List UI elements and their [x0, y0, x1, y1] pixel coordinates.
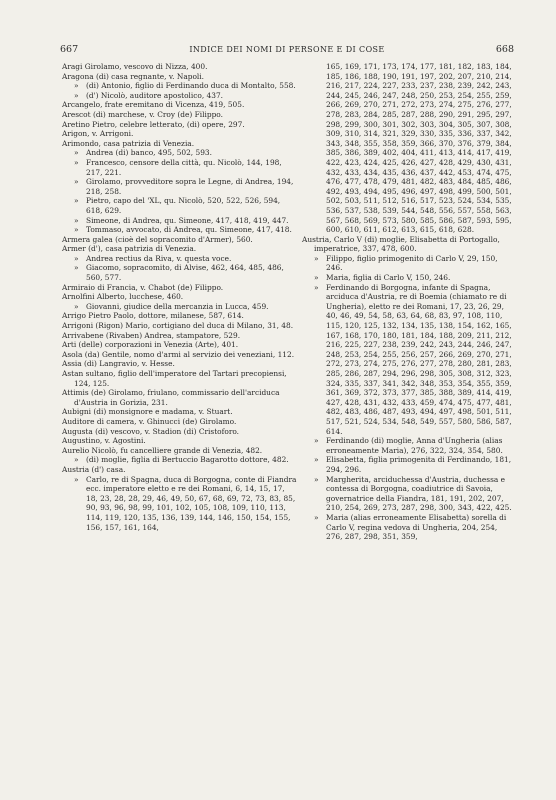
subentry-marker: »	[74, 196, 79, 206]
page-number-left: 667	[60, 43, 79, 55]
index-entry	[62, 72, 297, 82]
subentry-marker: »	[314, 455, 319, 465]
index-entry	[62, 446, 297, 456]
entry-text: (di) moglie, figlia di Bertuccio Bagarotto dottore, 482.	[86, 455, 289, 465]
subentry-marker: »	[74, 81, 79, 91]
entry-text: Aubigni (di) monsignore e madama, v. Stuart.	[62, 407, 233, 417]
index-entry	[62, 62, 297, 72]
entry-text: Elisabetta, figlia primogenita di Ferdinando, 181, 294, 296.	[326, 455, 512, 474]
running-header	[60, 42, 514, 56]
index-subentry	[302, 455, 516, 474]
entry-text: (d') Nicolò, auditore apostolico, 437.	[86, 90, 224, 100]
index-subentry	[62, 263, 297, 282]
subentry-marker: »	[314, 436, 319, 446]
index-entry	[62, 331, 297, 341]
entry-text: Ferdinando di Borgogna, infante di Spagna, arciduca d'Austria, re di Boemia (chiamato re di Ungheria), eletto re dei Romani, 17, 23, 26, 29, 40, 46, 49, 54, 58, 63, 64, 68, 83, 97, 108, 110, 115, 120, 125, 132, 134, 135, 138, 154, 162, 165, 167, 168, 170, 180, 181, 184, 188, 209, 211, 212, 216, 225, 227, 238, 239, 242, 243, 244, 246, 247, 248, 253, 254, 255, 256, 257, 266, 269, 270, 271, 272, 273, 274, 275, 276, 277, 278, 280, 281, 283, 285, 286, 287, 294, 296, 298, 305, 308, 312, 323, 324, 335, 337, 341, 342, 348, 353, 354, 355, 359, 361, 369, 372, 373, 377, 385, 388, 389, 414, 419, 427, 428, 431, 432, 433, 459, 474, 475, 477, 481, 482, 483, 486, 487, 493, 494, 497, 498, 501, 511, 517, 521, 524, 534, 548, 549, 557, 580, 586, 587, 614.	[326, 282, 512, 436]
index-entry	[62, 321, 297, 331]
entry-text: Andrea (di) banco, 495, 502, 593.	[86, 148, 212, 158]
subentry-marker: »	[74, 157, 79, 167]
entry-text: Arcangelo, frate eremitano di Vicenza, 419, 505.	[62, 100, 245, 110]
index-entry	[62, 110, 297, 120]
entry-text: Aragi Girolamo, vescovo di Nizza, 400.	[62, 62, 208, 71]
index-entry	[62, 139, 297, 149]
index-entry	[62, 283, 297, 293]
index-subentry	[62, 475, 297, 533]
index-entry	[302, 235, 516, 254]
subentry-marker: »	[74, 225, 79, 235]
index-entry	[62, 369, 297, 388]
entry-text: Andrea rectius da Riva, v. questa voce.	[86, 253, 232, 263]
subentry-marker: »	[314, 512, 319, 522]
entry-text: Girolamo, provveditore sopra le Legne, di Andrea, 194, 218, 258.	[86, 177, 294, 196]
page-number-right: 668	[495, 43, 514, 55]
subentry-marker: »	[314, 282, 319, 292]
entry-text: Armera galea (cioè del sopracomito d'Armer), 560.	[62, 234, 253, 244]
entry-text: Austria (d') casa.	[62, 464, 126, 474]
entry-text: Arescot (di) marchese, v. Croy (de) Filippo.	[62, 109, 223, 119]
index-subentry	[302, 513, 516, 542]
entry-text: Arrigo Pietro Paolo, dottore, milanese, 587, 614.	[62, 311, 244, 321]
entry-text: Ferdinando (di) moglie, Anna d'Ungheria (alias erroneamente Maria), 276, 322, 324, 354, 580.	[326, 436, 503, 455]
entry-text: Aretino Pietro, celebre letterato, (di) opere, 297.	[62, 119, 245, 129]
entry-text: Arti (delle) corporazioni in Venezia (Arte), 401.	[62, 340, 239, 350]
entry-text: Arnolfini Alberto, lucchese, 460.	[62, 292, 184, 302]
index-entry	[62, 120, 297, 130]
subentry-marker: »	[314, 474, 319, 484]
subentry-marker: »	[74, 455, 79, 465]
entry-text: Attimis (de) Girolamo, friulano, commissario dell'arciduca d'Austria in Gorizia, 231.	[62, 388, 280, 407]
index-subentry	[62, 158, 297, 177]
entry-text: Arimondo, casa patrizia di Venezia.	[62, 138, 195, 148]
index-entry	[62, 436, 297, 446]
subentry-marker: »	[74, 474, 79, 484]
index-entry	[62, 340, 297, 350]
entry-text: Maria, figlia di Carlo V, 150, 246.	[326, 273, 451, 283]
entry-text: Simeone, di Andrea, qu. Simeone, 417, 418, 419, 447.	[86, 215, 289, 225]
left-column	[62, 62, 297, 532]
running-title: INDICE DEI NOMI DI PERSONE E DI COSE	[189, 44, 385, 54]
entry-text: Augusta (di) vescovo, v. Stadion (di) Cristoforo.	[62, 426, 240, 436]
subentry-marker: »	[74, 90, 79, 100]
entry-text: Aragona (di) casa regnante, v. Napoli.	[62, 71, 205, 81]
subentry-marker: »	[74, 148, 79, 158]
index-entry	[62, 292, 297, 302]
index-entry	[62, 129, 297, 139]
subentry-marker: »	[74, 253, 79, 263]
entry-text: 165, 169, 171, 173, 174, 177, 181, 182, 183, 184, 185, 186, 188, 190, 191, 197, 202, 207, 210, 214, 216, 217, 224, 227, 233, 237, 238, 239, 242, 243, 244, 245, 246, 247, 248, 250, 253, 254, 255, 259, 266, 269, 270, 271, 272, 273, 274, 275, 276, 277, 278, 283, 284, 285, 287, 288, 290, 291, 295, 297, 298, 299, 300, 301, 302, 303, 304, 305, 307, 308, 309, 310, 314, 321, 329, 330, 335, 336, 337, 342, 343, 348, 355, 358, 359, 366, 370, 376, 379, 384, 385, 386, 389, 402, 404, 411, 413, 414, 417, 419, 422, 423, 424, 425, 426, 427, 428, 429, 430, 431, 432, 433, 434, 435, 436, 437, 442, 453, 474, 475, 476, 477, 478, 479, 481, 482, 483, 484, 485, 486, 492, 493, 494, 495, 496, 497, 498, 499, 500, 501, 502, 503, 511, 512, 516, 517, 523, 524, 534, 535, 536, 537, 538, 539, 544, 548, 556, 557, 558, 563, 567, 568, 569, 573, 580, 585, 586, 587, 593, 595, 600, 610, 611, 612, 613, 615, 618, 628.	[326, 62, 512, 235]
index-subentry	[62, 216, 297, 226]
entry-text: Arigon, v. Arrigoni.	[62, 129, 134, 139]
index-entry	[62, 311, 297, 321]
index-entry	[62, 100, 297, 110]
entry-text: Austria, Carlo V (di) moglie, Elisabetta di Portogallo, imperatrice, 337, 478, 600.	[302, 234, 500, 254]
entry-text: Asola (da) Gentile, nomo d'armi al servizio dei veneziani, 112.	[62, 349, 295, 359]
entry-text: Arrivabene (Rivaben) Andrea, stampatore, 529.	[62, 330, 241, 340]
subentry-marker: »	[74, 177, 79, 187]
index-subentry	[302, 62, 516, 235]
subentry-marker: »	[74, 215, 79, 225]
index-entry	[62, 465, 297, 475]
index-subentry	[62, 225, 297, 235]
index-entry	[62, 350, 297, 360]
entry-text: Carlo, re di Spagna, duca di Borgogna, conte di Fiandra ecc. imperatore eletto e re dei Romani, 6, 14, 15, 17, 18, 23, 28, 28, 29, 46, 49, 50, 67, 68, 69, 72, 73, 83, 85, 90, 93, 96, 98, 99, 101, 102, 105, 108, 109, 110, 113, 114, 119, 120, 135, 136, 139, 144, 146, 150, 154, 155, 156, 157, 161, 164,	[86, 474, 297, 532]
index-subentry	[302, 254, 516, 273]
entry-text: Tommaso, avvocato, di Andrea, qu. Simeone, 417, 418.	[86, 225, 292, 235]
index-subentry	[62, 91, 297, 101]
entry-text: (di) Antonio, figlio di Ferdinando duca di Montalto, 558.	[86, 81, 296, 91]
entry-text: Filippo, figlio primogenito di Carlo V, 29, 150, 246.	[326, 253, 498, 273]
entry-text: Armiraio di Francia, v. Chabot (de) Filippo.	[62, 282, 224, 292]
entry-text: Arrigoni (Rigon) Mario, cortigiano del duca di Milano, 31, 48.	[62, 321, 294, 331]
entry-text: Pietro, capo del 'XL, qu. Nicolò, 520, 522, 526, 594, 618, 629.	[86, 196, 281, 215]
subentry-marker: »	[314, 253, 319, 263]
entry-text: Astan sultano, figlio dell'imperatore del Tartari precopiensi, 124, 125.	[62, 369, 287, 388]
entry-text: Margherita, arciduchessa d'Austria, duchessa e contessa di Borgogna, coadiutrice di Savoia, governatrice della Fiandra, 181, 191, 202, 207, 210, 254, 269, 273, 287, 298, 300, 343, 422, 425.	[326, 474, 512, 513]
index-subentry	[302, 273, 516, 283]
index-entry	[62, 388, 297, 407]
index-entry	[62, 427, 297, 437]
index-subentry	[302, 283, 516, 437]
entry-text: Maria (alias erroneamente Elisabetta) sorella di Carlo V, regina vedova di Ungheria, 204, 254, 276, 287, 298, 351, 359,	[326, 512, 507, 542]
index-subentry	[62, 196, 297, 215]
index-subentry	[302, 475, 516, 513]
entry-text: Armer (d'), casa patrizia di Venezia.	[62, 244, 197, 254]
entry-text: Aurelio Nicolò, fu cancelliere grande di Venezia, 482.	[62, 445, 263, 455]
index-subentry	[62, 455, 297, 465]
index-subentry	[62, 81, 297, 91]
entry-text: Francesco, censore della città, qu. Nicolò, 144, 198, 217, 221.	[86, 157, 282, 177]
subentry-marker: »	[74, 263, 79, 273]
index-subentry	[62, 177, 297, 196]
entry-text: Augustino, v. Agostini.	[62, 436, 146, 446]
index-entry	[62, 417, 297, 427]
right-column	[302, 62, 516, 542]
index-entry	[62, 359, 297, 369]
index-subentry	[62, 254, 297, 264]
index-entry	[62, 235, 297, 245]
index-entry	[62, 244, 297, 254]
entry-text: Assia (di) Langravio, v. Hesse.	[62, 359, 175, 369]
entry-text: Giacomo, sopracomito, di Alvise, 462, 464, 485, 486, 560, 577.	[86, 263, 284, 283]
index-subentry	[62, 148, 297, 158]
entry-text: Giovanni, giudice della mercanzia in Lucca, 459.	[86, 301, 269, 311]
subentry-marker: »	[74, 301, 79, 311]
index-entry	[62, 407, 297, 417]
entry-text: Auditore di camera, v. Ghinucci (de) Girolamo.	[62, 416, 237, 426]
subentry-marker: »	[314, 273, 319, 283]
index-subentry	[302, 436, 516, 455]
index-subentry	[62, 302, 297, 312]
